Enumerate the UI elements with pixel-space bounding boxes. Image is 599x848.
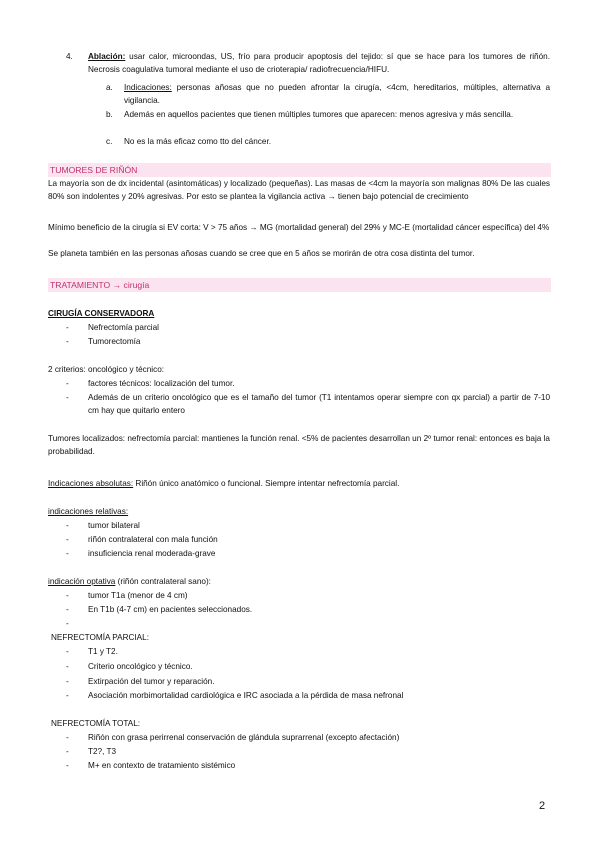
- ablacion-paragraph: [88, 51, 550, 76]
- section-heading: [48, 278, 551, 292]
- bullet: -: [66, 691, 69, 700]
- list-item: Además de un criterio oncológico que es el tamaño del tumor (T1 intentamos operar siempre con qx parcial) a partir de 7-10 cm hay que quitarlo entero: [88, 393, 550, 415]
- tumores-paragraph: La mayoría son de dx incidental (asintomáticas) y localizado (pequeñas). Las masas de <4cm la mayoría son malignas 80% De las cuales 80% son indolentes y 20% agresivas. Por esto se plantea la vigilancia activa → tienen bajo potencial de crecimiento: [48, 179, 550, 201]
- conservadora-title: CIRUGÍA CONSERVADORA: [48, 309, 155, 318]
- bullet: -: [66, 521, 69, 530]
- list-item: Extirpación del tumor y reparación.: [88, 677, 215, 686]
- list-item: En T1b (4-7 cm) en pacientes seleccionados.: [88, 605, 253, 614]
- tumores-heading: TUMORES DE RIÑÓN: [50, 165, 138, 175]
- absolutas-label: Indicaciones absolutas:: [48, 479, 134, 488]
- bullet: -: [66, 733, 69, 742]
- list-item: Asociación morbimortalidad cardiológica e IRC asociada a la pérdida de masa nefronal: [88, 691, 404, 700]
- parcial-title: NEFRECTOMÍA PARCIAL:: [51, 633, 149, 642]
- tratamiento-heading: TRATAMIENTO → cirugía: [50, 280, 150, 290]
- list-item: tumor T1a (menor de 4 cm): [88, 591, 188, 600]
- sublist-marker: a.: [106, 83, 113, 92]
- bullet: -: [66, 337, 69, 346]
- list-item: Riñón con grasa perirrenal conservación de glándula suprarrenal (excepto afectación): [88, 733, 400, 742]
- list-item: riñón contralateral con mala función: [88, 535, 218, 544]
- ablacion-title: Ablación:: [88, 52, 126, 61]
- bullet: -: [66, 549, 69, 558]
- optativa-label: indicación optativa: [48, 577, 116, 586]
- list-item: tumor bilateral: [88, 521, 140, 530]
- ablacion-text: usar calor, microondas, US, frío para producir apoptosis del tejido: sí que se hace para los tumores de riñón. Necrosis coagulativa tumoral mediante el uso de crioterapia/ radiofrecuencia/HIFU.: [88, 52, 550, 74]
- bullet: -: [66, 393, 69, 402]
- page-number: 2: [539, 800, 546, 812]
- bullet: -: [66, 591, 69, 600]
- relativas-title: indicaciones relativas:: [48, 507, 129, 516]
- bullet: -: [66, 761, 69, 770]
- sublist-marker: c.: [106, 137, 113, 146]
- sublist-item: [124, 82, 550, 107]
- total-title: NEFRECTOMÍA TOTAL:: [51, 719, 141, 728]
- bullet: -: [66, 647, 69, 656]
- bullet: -: [66, 323, 69, 332]
- list-item: M+ en contexto de tratamiento sistémico: [88, 761, 236, 770]
- sublist-item: No es la más eficaz como tto del cáncer.: [124, 137, 271, 146]
- list-item: T2?, T3: [88, 747, 117, 756]
- tumores-paragraph: Se planeta también en las personas añosas cuando se cree que en 5 años se morirán de otra cosa distinta del tumor.: [48, 249, 475, 258]
- list-item: Criterio oncológico y técnico.: [88, 662, 193, 671]
- list-item: Nefrectomía parcial: [88, 323, 159, 332]
- indicaciones-text: personas añosas que no pueden afrontar la cirugía, <4cm, hereditarios, múltiples, alternativa a vigilancia.: [124, 83, 550, 105]
- sublist-item: Además en aquellos pacientes que tienen múltiples tumores que aparecen: menos agresiva y más sencilla.: [124, 110, 514, 119]
- absolutas-text: Riñón único anatómico o funcional. Siempre intentar nefrectomía parcial.: [133, 479, 400, 488]
- bullet: -: [66, 535, 69, 544]
- indicaciones-label: Indicaciones:: [124, 83, 172, 92]
- section-heading: [48, 163, 551, 177]
- criterios-title: 2 criterios: oncológico y técnico:: [48, 365, 165, 374]
- list-item: Tumorectomía: [88, 337, 141, 346]
- localizados-paragraph: Tumores localizados: nefrectomía parcial: mantienes la función renal. <5% de pacientes desarrollan un 2º tumor renal: entonces es baja la probabilidad.: [48, 434, 550, 456]
- bullet: -: [66, 379, 69, 388]
- list-item: factores técnicos: localización del tumor.: [88, 379, 235, 388]
- bullet: -: [66, 662, 69, 671]
- tumores-paragraph: Mínimo beneficio de la cirugía si EV corta: V > 75 años → MG (mortalidad general) del 29% y MC-E (mortalidad cáncer específica) del 4%: [48, 223, 550, 232]
- list-item: insuficiencia renal moderada-grave: [88, 549, 216, 558]
- bullet: -: [66, 677, 69, 686]
- bullet: -: [66, 747, 69, 756]
- absolutas-paragraph: [48, 478, 550, 491]
- list-number: 4.: [66, 52, 73, 61]
- optativa-text: (riñón contralateral sano):: [115, 577, 211, 586]
- list-item: T1 y T2.: [88, 647, 118, 656]
- bullet: -: [66, 605, 69, 614]
- bullet: -: [66, 619, 69, 628]
- optativa-title: [48, 576, 550, 589]
- sublist-marker: b.: [106, 110, 113, 119]
